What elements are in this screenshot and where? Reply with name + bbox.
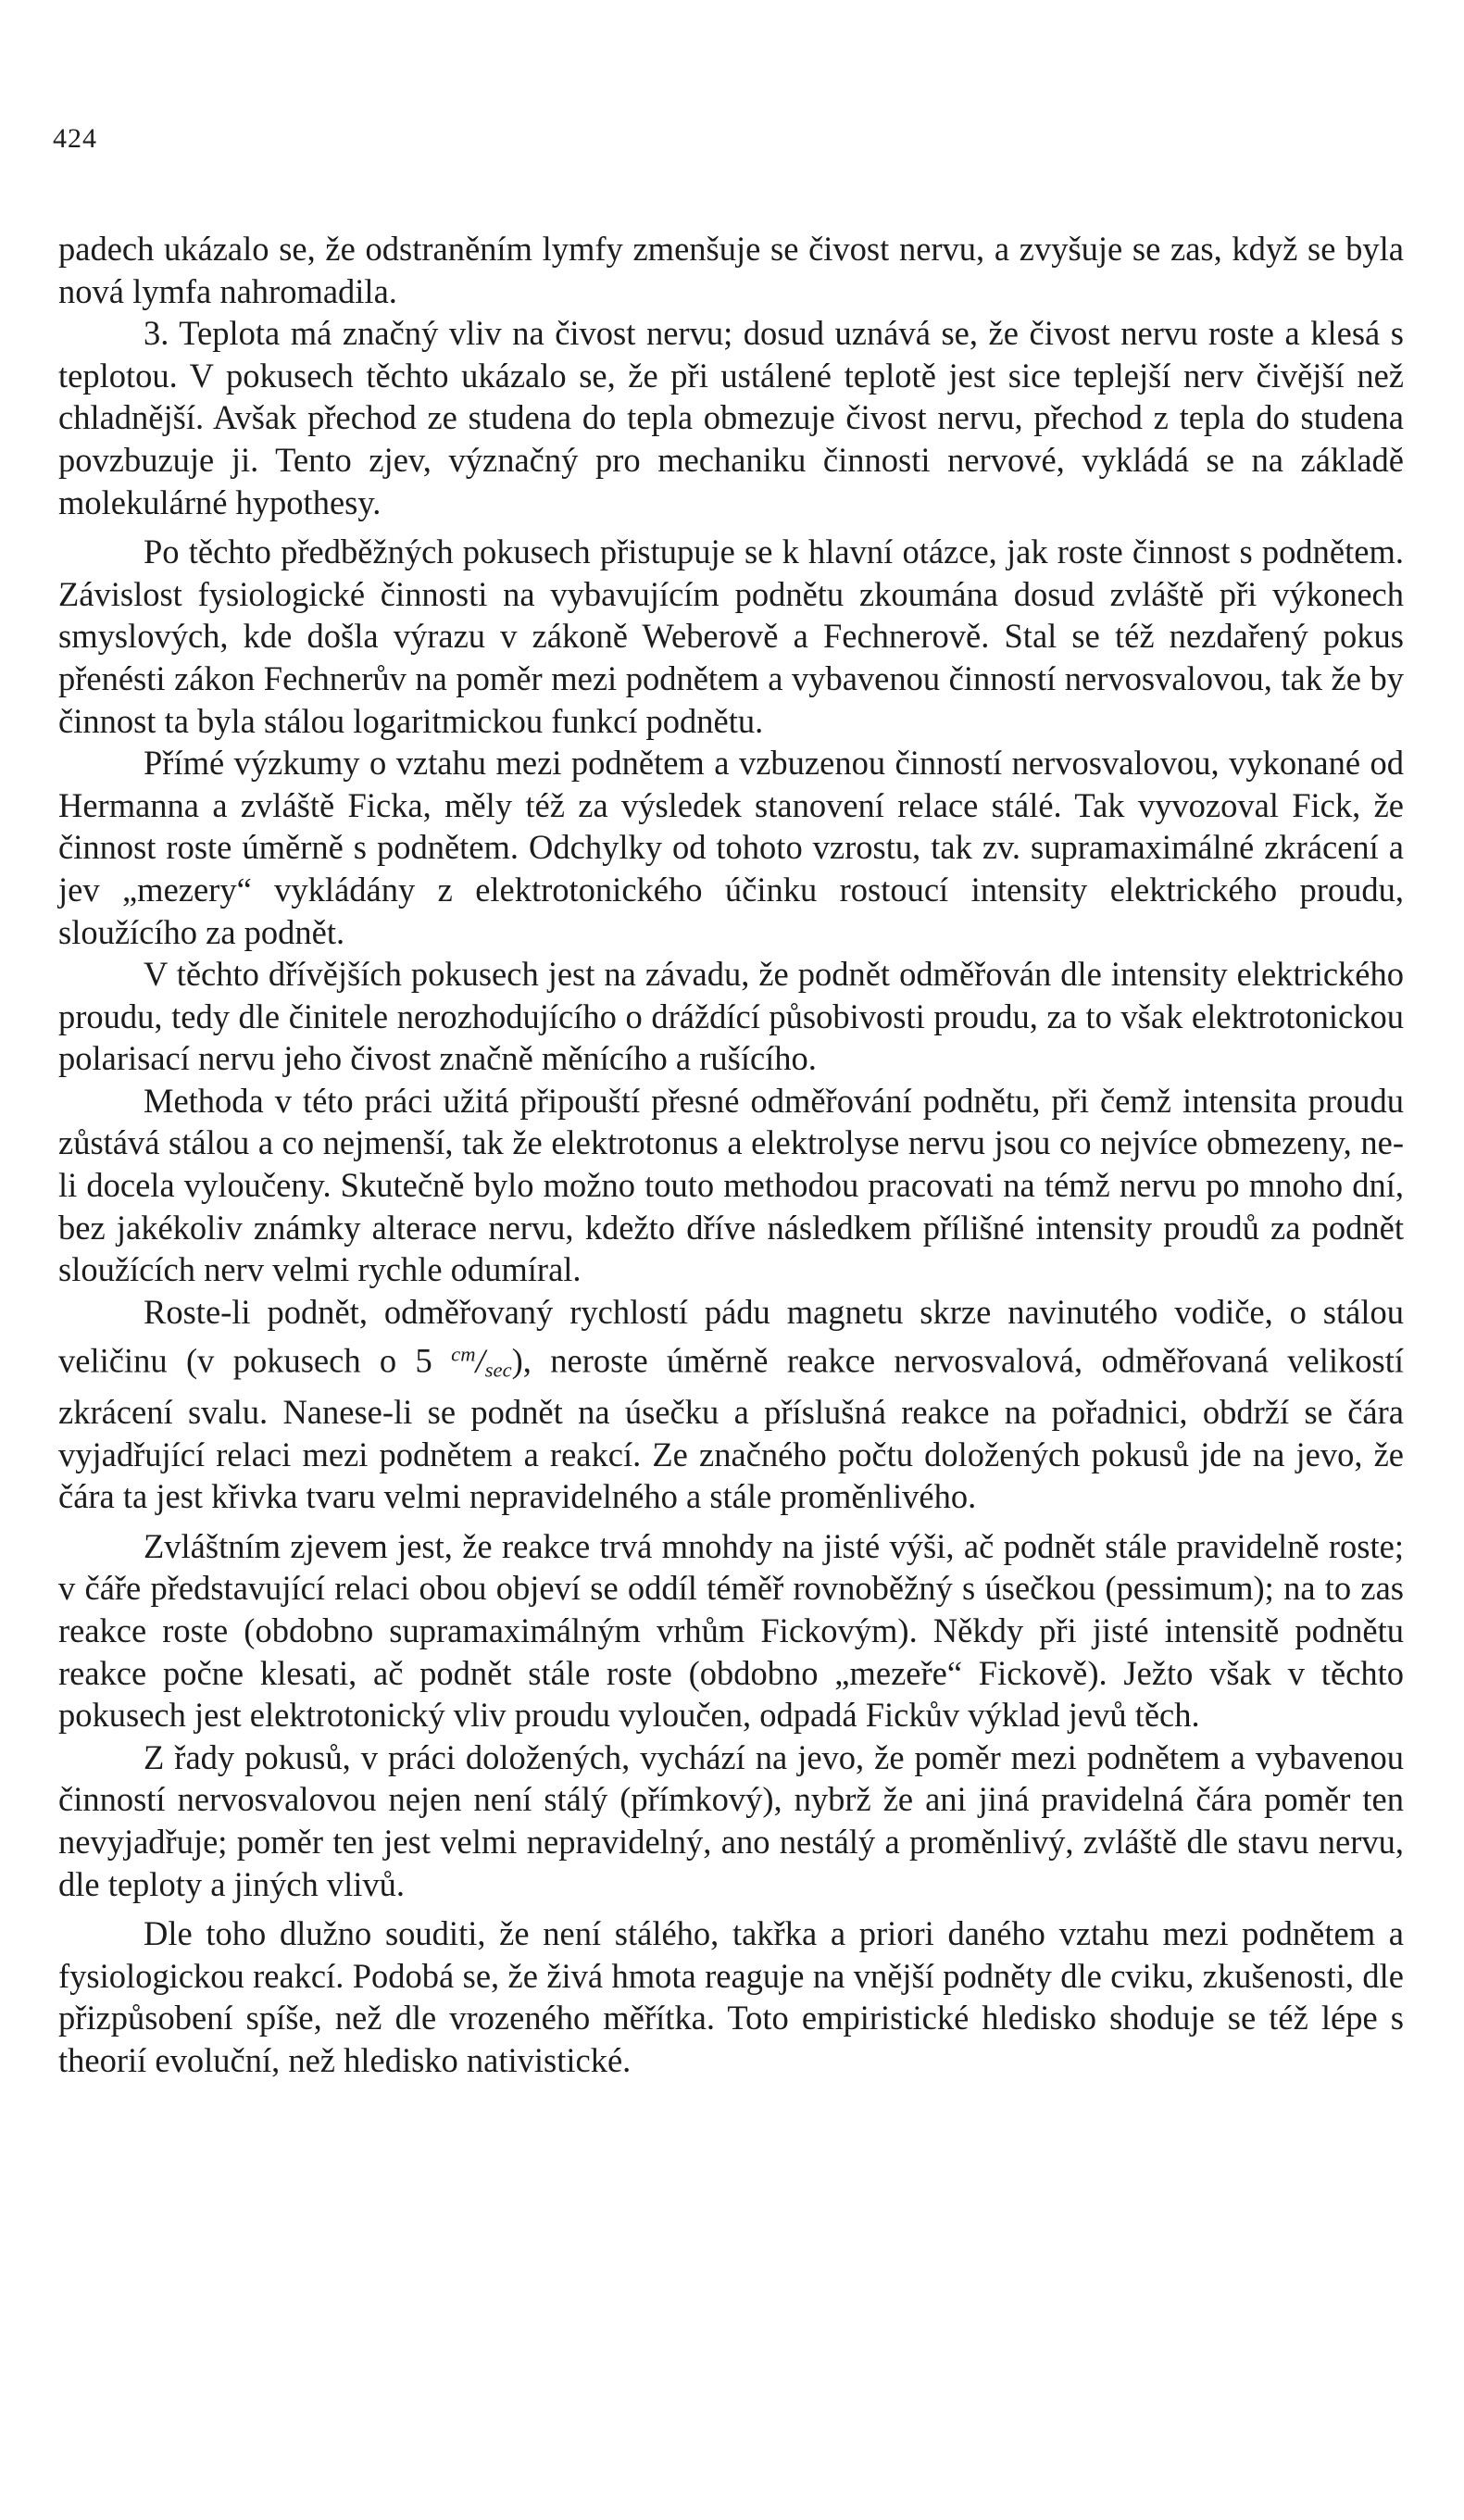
stimulus-text-after: ), neroste úměrně reakce nervosvalová, odměřovaná velikostí zkrácení svalu. Nanese-li se podnět na úsečku a příslušná reakce na pořadnici, obdrží se čára vyjadřující relaci mezi podnětem a reakcí. Ze značného počtu doložených pokusů jde na jevo, že čára ta jest křivka tvaru velmi nepravidelného a stále proměnlivého. xyxy=(58,1341,1404,1516)
paragraph-direct-research: Přímé výzkumy o vztahu mezi podnětem a vzbuzenou činností nervosvalovou, vykonané od Hermanna a zvláště Ficka, měly též za výsledek stanovení relace stálé. Tak vyvozoval Fick, že činnost roste úměrně s podnětem. Odchylky od tohoto vzrostu, tak zv. supramaximálné zkrácení a jev „mezery“ vykládány z elektrotonického účinku rostoucí intensity elektrického proudu, sloužícího za podnět. xyxy=(58,744,1404,951)
velocity-unit: $^{cm}/_{sec}$ xyxy=(451,1341,512,1382)
paragraph-stimulus-growth xyxy=(58,1291,1404,1518)
paragraph-earlier-experiments: V těchto dřívějších pokusech jest na závadu, že podnět odměřován dle intensity elektrického proudu, tedy dle činitele nerozhodujícího o dráždící působivosti proudu, za to však elektrotonickou polarisací nervu jeho čivost značně měnícího a rušícího. xyxy=(58,955,1404,1078)
paragraph-main-question: Po těchto předběžných pokusech přistupuje se k hlavní otázce, jak roste činnost s podnětem. Závislost fysiologické činnosti na vybavujícím podnětu zkoumána dosud zvláště při výkonech smyslových, kde došla výrazu v zákoně Weberově a Fechnerově. Stal se též nezdařený pokus přenésti zákon Fechnerův na poměr mezi podnětem a vybavenou činností nervosvalovou, tak že by činnost ta byla stálou logaritmickou funkcí podnětu. xyxy=(58,533,1404,740)
paragraph-conclusion: Dle toho dlužno souditi, že není stálého, takřka a priori daného vztahu mezi podnětem a fysiologickou reakcí. Podobá se, že živá hmota reaguje na vnější podněty dle cviku, zkušenosti, dle přizpůsobení spíše, než dle vrozeného měřítka. Toto empiristické hledisko shoduje se též lépe s theorií evoluční, než hledisko nativistické. xyxy=(58,1914,1404,2079)
unit-numerator: cm xyxy=(451,1342,476,1366)
text-body xyxy=(58,228,1404,2081)
page-number: 424 xyxy=(53,123,97,154)
stimulus-text-before: Roste-li podnět, odměřovaný rychlostí pádu magnetu skrze navinutého vodiče, o stálou veličinu (v pokusech o 5 xyxy=(58,1292,1404,1380)
unit-denominator: sec xyxy=(484,1358,512,1382)
paragraph-temperature: 3. Teplota má značný vliv na čivost nervu; dosud uznává se, že čivost nervu roste a klesá s teplotou. V pokusech těchto ukázalo se, že při ustálené teplotě jest sice teplejší nerv čivější než chladnější. Avšak přechod ze studena do tepla obmezuje čivost nervu, přechod z tepla do studena povzbuzuje ji. Tento zjev, význačný pro mechaniku činnosti nervové, vykládá se na základě molekulárné hypothesy. xyxy=(58,314,1404,521)
paragraph-series: Z řady pokusů, v práci doložených, vychází na jevo, že poměr mezi podnětem a vybavenou činností nervosvalovou nejen není stálý (přímkový), nybrž že ani jiná pravidelná čára poměr ten nevyjadřuje; poměr ten jest velmi nepravidelný, ano nestálý a proměnlivý, zvláště dle stavu nervu, dle teploty a jiných vlivů. xyxy=(58,1737,1404,1903)
paragraph-method: Methoda v této práci užitá připouští přesné odměřování podnětu, při čemž intensita proudu zůstává stálou a co nejmenší, tak že elektrotonus a elektrolyse nervu jsou co nejvíce obmezeny, ne-li docela vyloučeny. Skutečně bylo možno touto methodou pracovati na témž nervu po mnoho dní, bez jakékoliv známky alterace nervu, kdežto dříve následkem přílišné intensity proudů za podnět sloužících nerv velmi rychle odumíral. xyxy=(58,1081,1404,1289)
paragraph-continued: padech ukázalo se, že odstraněním lymfy zmenšuje se čivost nervu, a zvyšuje se zas, když se byla nová lymfa nahromadila. xyxy=(58,230,1404,310)
paragraph-pessimum: Zvláštním zjevem jest, že reakce trvá mnohdy na jisté výši, ač podnět stále pravidelně roste; v čáře představující relaci obou objeví se oddíl téměř rovnoběžný s úsečkou (pessimum); na to zas reakce roste (obdobno supramaximálným vrhům Fickovým). Někdy při jisté intensitě podnětu reakce počne klesati, ač podnět stále roste (obdobno „mezeře“ Fickově). Ježto však v těchto pokusech jest elektrotonický vliv proudu vyloučen, odpadá Fickův výklad jevů těch. xyxy=(58,1526,1404,1735)
